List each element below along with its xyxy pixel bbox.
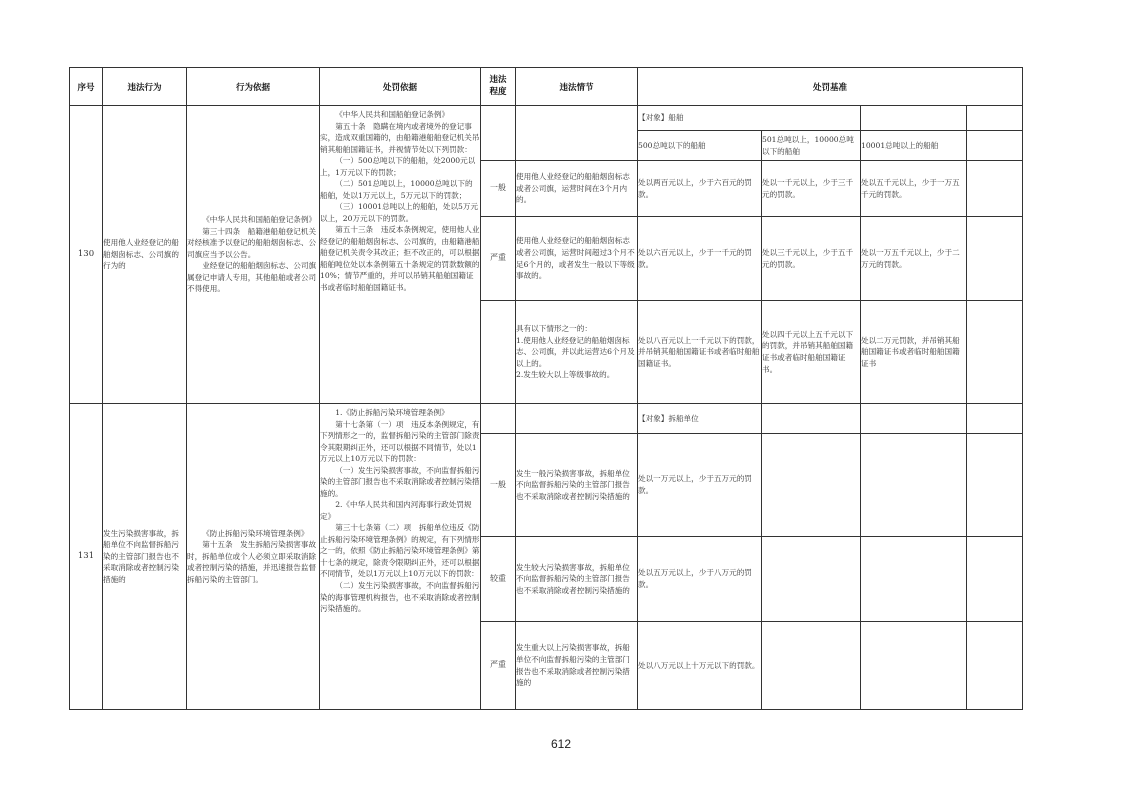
empty-cell [861,622,967,710]
r131-object: 【对象】拆船单位 [638,404,762,434]
r130-penalty [320,106,481,404]
r131-penalty [320,404,481,710]
r130-std-1-3: 处以一万五千元以上，少于二万元的罚款。 [861,217,967,301]
empty-cell [861,434,967,537]
header-row [70,68,1023,106]
empty-cell [861,537,967,622]
r130-pen-1: 第五十条 隐瞒在境内或者境外的登记事实，造成双重国籍的，由船籍港船舶登记机关吊销其船舶国籍证书，并视情节处以下列罚款： [320,121,480,154]
r131-pen-2: （一）发生污染损害事故，不向监督拆船污染的主管部门报告也不采取消除或者控制污染措施的。 [320,465,480,498]
r130-seq: 130 [70,106,103,404]
r130-std-2-1: 处以八百元以上一千元以下的罚款，并吊销其船舶国籍证书或者临时船舶国籍证书。 [638,301,762,404]
r131-pen-1: 第十七条第（一）项 违反本条例规定，有下列情形之一的，监督拆船污染的主管部门除责令其限期纠正外，还可以根据不同情节，处以1万元以上10万元以下的罚款： [320,419,480,464]
r130-tier-0: 500总吨以下的船舶 [638,131,762,161]
r131-basis-0: 《防止拆船污染环境管理条例》 [202,528,309,538]
r131-degree-2: 严重 [481,622,516,710]
r130-degree-2 [481,301,516,404]
r131-pen-5: （二）发生污染损害事故，不向监督拆船污染的海事管理机构报告，也不采取消除或者控制污染措施的。 [320,580,480,614]
r130-pen-5: 第五十三条 违反本条例规定，使用他人业经登记的船舶烟囱标志、公司旗的，由船籍港船舶登记机关责令其改正；拒不改正的，可以根据船舶吨位处以本条例第五十条规定的罚款数额的10%；情节严重的，并可以吊销其船舶国籍证书或者临时船舶国籍证书。 [320,225,480,292]
r131-pen-0: 1.《防止拆船污染环境管理条例》 [335,408,449,417]
r130-circ-2: 具有以下情形之一的： 1.使用他人业经登记的船舶烟囱标志、公司旗，并以此运营达6个月及以上的。 2.发生较大以上等级事故的。 [516,301,638,404]
header-act: 违法行为 [103,68,187,106]
empty-cell [861,106,967,131]
r131-basis-1: 第十五条 发生拆船污染损害事故时，拆船单位或个人必须立即采取消除或者控制污染的措施，并迅速报告监督拆船污染的主管部门。 [187,540,317,584]
r130-std-1-2: 处以三千元以上，少于五千元的罚款。 [762,217,861,301]
empty-cell [967,404,1023,434]
r130-circ-0: 使用他人业经登记的船舶烟囱标志或者公司旗，运营时间在3个月内的。 [516,161,638,217]
r131-pen-3: 2.《中华人民共和国内河海事行政处罚规定》 [320,500,472,521]
r130-basis [187,106,320,404]
r130-std-0-1: 处以两百元以上，少于六百元的罚款。 [638,161,762,217]
empty-cell [762,537,861,622]
r130-std-1-1: 处以六百元以上，少于一千元的罚款。 [638,217,762,301]
r130-pen-4: （三）10001总吨以上的船舶，处以5万元以上，20万元以下的罚款。 [320,202,479,223]
r130-basis-2: 业经登记的船舶烟囱标志、公司旗属登记申请人专用，其他船舶或者公司不得使用。 [187,261,317,294]
r131-std-1-1: 处以五万元以上，少于八万元的罚款。 [638,537,762,622]
r131-std-0-1: 处以一万元以上，少于五万元的罚款。 [638,434,762,537]
r131-basis [187,404,320,710]
r131-degree-1: 较重 [481,537,516,622]
r130-std-0-2: 处以一千元以上，少于三千元的罚款。 [762,161,861,217]
header-circumstance: 违法情节 [516,68,638,106]
r131-circ-2: 发生重大以上污染损害事故，拆船单位不向监督拆船污染的主管部门报告也不采取消除或者控制污染措施的 [516,622,638,710]
empty-cell [762,434,861,537]
r130-tier-2: 10001总吨以上的船舶 [861,131,967,161]
empty-cell [967,537,1023,622]
empty-cell [481,404,516,434]
r130-degree-blank [481,106,516,161]
empty-cell [516,404,638,434]
r130-object-row [70,106,1023,131]
r131-object-row [70,404,1023,434]
r131-act: 发生污染损害事故，拆船单位不向监督拆船污染的主管部门报告也不采取消除或者控制污染措施的 [103,404,187,710]
r130-std-0-3: 处以五千元以上，少于一万五千元的罚款。 [861,161,967,217]
empty-cell [861,404,967,434]
empty-cell [967,622,1023,710]
penalty-standards-table [69,67,1023,710]
empty-cell [967,106,1023,131]
empty-cell [762,622,861,710]
r130-circ-blank [516,106,638,161]
header-basis: 行为依据 [187,68,320,106]
r131-seq: 131 [70,404,103,710]
r130-pen-3: （二）501总吨以上，10000总吨以下的船舶，处以1万元以上，5万元以下的罚款； [320,179,473,200]
header-seq: 序号 [70,68,103,106]
empty-cell [967,131,1023,161]
r130-degree-1: 严重 [481,217,516,301]
r130-degree-0: 一般 [481,161,516,217]
empty-cell [967,161,1023,217]
r130-std-2-2: 处以四千元以上五千元以下的罚款，并吊销其船舶国籍证书或者临时船舶国籍证书。 [762,301,861,404]
r130-pen-0: 《中华人民共和国船舶登记条例》 [335,110,450,119]
header-standard: 处罚基准 [638,68,1023,106]
r130-basis-0: 《中华人民共和国船舶登记条例》 [202,215,317,225]
r130-std-2-3: 处以二万元罚款，并吊销其船舶国籍证书或者临时船舶国籍证书 [861,301,967,404]
r130-tier-1: 501总吨以上，10000总吨以下的船舶 [762,131,861,161]
header-degree: 违法 程度 [481,68,516,106]
r131-std-2-1: 处以八万元以上十万元以下的罚款。 [638,622,762,710]
r131-degree-0: 一般 [481,434,516,537]
r131-circ-0: 发生一般污染损害事故，拆船单位不向监督拆船污染的主管部门报告也不采取消除或者控制污染措施的 [516,434,638,537]
header-penalty-basis: 处罚依据 [320,68,481,106]
empty-cell [967,217,1023,301]
r130-pen-2: （一）500总吨以下的船舶，处2000元以上，1万元以下的罚款； [320,156,476,177]
r130-act: 使用他人业经登记的船舶烟囱标志、公司旗的行为的 [103,106,187,404]
r131-pen-4: 第三十七条第（二）项 拆船单位违反《防止拆船污染环境管理条例》的规定，有下列情形之一的，依照《防止拆船污染环境管理条例》第十七条的规定，除责令限期纠正外，还可以根据不同情节，处以1万元以上10万元以下的罚款： [320,523,480,579]
empty-cell [967,434,1023,537]
page-number: 612 [550,737,572,751]
empty-cell [967,301,1023,404]
empty-cell [762,404,861,434]
r130-circ-1: 使用他人业经登记的船舶烟囱标志或者公司旗，运营时间超过3个月不足6个月的，或者发生一般以下等级事故的。 [516,217,638,301]
r130-basis-1: 第三十四条 船籍港船舶登记机关对经核准予以登记的船舶烟囱标志、公司旗应当予以公告。 [187,226,317,259]
r131-circ-1: 发生较大污染损害事故，拆船单位不向监督拆船污染的主管部门报告也不采取消除或者控制污染措施的 [516,537,638,622]
r130-object: 【对象】船舶 [638,106,861,131]
